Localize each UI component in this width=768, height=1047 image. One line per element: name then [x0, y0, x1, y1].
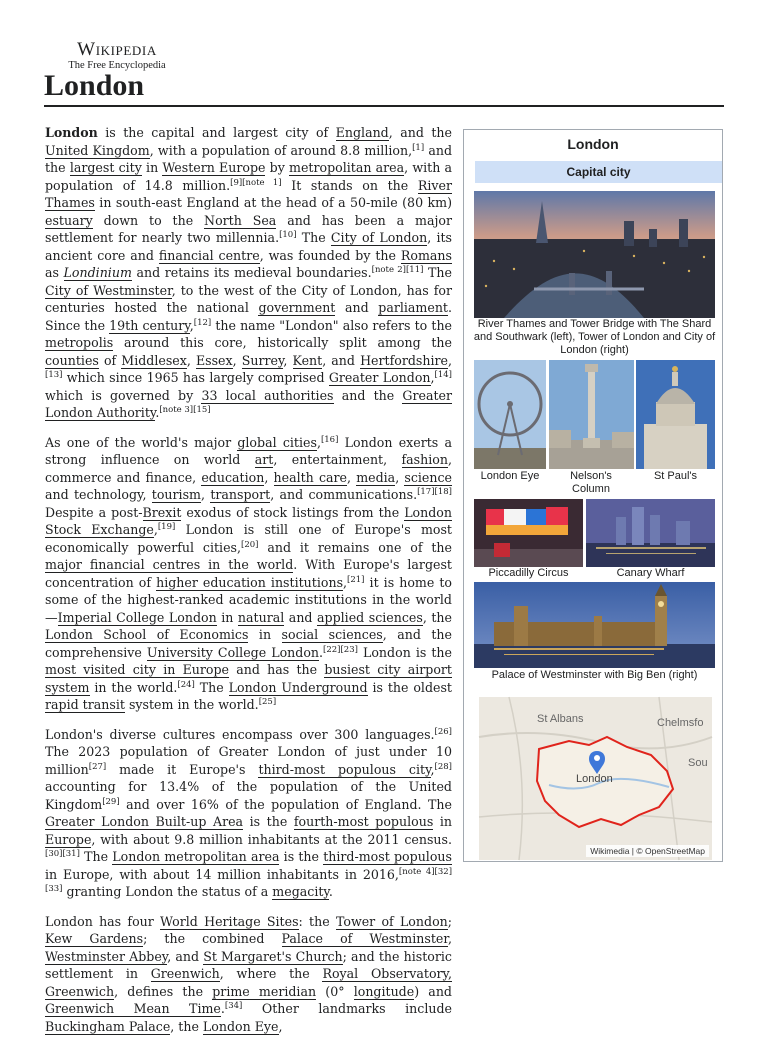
thames-photo[interactable] — [474, 191, 715, 318]
article-link[interactable]: Imperial College London — [57, 609, 217, 625]
citation-link[interactable]: [note 2][11] — [371, 264, 424, 275]
article-link[interactable]: estuary — [45, 212, 93, 228]
article-link[interactable]: major financial centres in the world — [45, 557, 294, 572]
article-link[interactable]: City of Westminster — [45, 282, 172, 298]
article-link[interactable]: most visited city in Europe — [45, 662, 230, 677]
article-body — [45, 124, 452, 1047]
article-link[interactable]: River Thames — [45, 177, 452, 210]
nelsons-column-photo[interactable] — [549, 360, 634, 469]
article-link[interactable]: media — [356, 469, 396, 485]
article-link[interactable]: Western Europe — [162, 160, 266, 175]
palace-of-westminster-caption: Palace of Westminster with Big Ben (right) — [491, 669, 698, 681]
article-link[interactable]: social sciences — [281, 627, 383, 642]
map-label-london: London — [576, 773, 613, 785]
article-link[interactable]: third-most populous city — [258, 761, 431, 777]
locator-map[interactable] — [479, 697, 712, 860]
citation-link[interactable]: [16] — [320, 434, 339, 445]
article-link[interactable]: financial centre — [158, 247, 260, 263]
citation-link[interactable]: [30][31] — [45, 848, 80, 859]
map-label-chelmsford: Chelmsfo — [657, 717, 704, 729]
nelsons-column-image — [549, 360, 634, 469]
citation-link[interactable]: [21] — [347, 574, 365, 585]
article-link[interactable]: Londinium — [63, 265, 132, 280]
london-eye-photo[interactable] — [474, 360, 546, 469]
page-title: London — [44, 69, 145, 102]
article-link[interactable]: England — [335, 125, 389, 140]
citation-link[interactable]: [13] — [45, 369, 63, 380]
citation-link[interactable]: [25] — [258, 696, 277, 707]
canary-wharf-photo[interactable] — [586, 499, 715, 567]
article-link[interactable]: Kent — [292, 352, 323, 368]
article-link[interactable]: Greater London Authority — [45, 387, 452, 420]
article-paragraph: As one of the world's major global cities,[16] London exerts a strong influence on world art, entertainment, fashion, commerce and finance, education, health care, media, science and technology, tourism, transport, and communications.[17][18] Despite a post-Brexit exodus of stock listings from the London Stock Exchange,[19] London is still one of Europe's most economically powerful cities,[20] and it remains one of the major financial centres in the world. With Europe's largest concentration of higher education institutions,[21] it is home to some of the highest-ranked academic institutions in the world—Imperial College London in natural and applied sciences, the London School of Economics in social sciences, and the comprehensive University College London.[22][23] London is the most visited city in Europe and has the busiest city airport system in the world.[24] The London Underground is the oldest rapid transit system in the world.[25] — [45, 434, 452, 712]
citation-link[interactable]: [note 3][15] — [159, 404, 211, 415]
piccadilly-circus-caption: Piccadilly Circus — [488, 567, 569, 579]
citation-link[interactable]: [22][23] — [323, 644, 358, 655]
infobox — [463, 129, 723, 862]
article-link[interactable]: Brexit — [142, 504, 182, 520]
article-link[interactable]: prime meridian — [212, 983, 317, 999]
citation-link[interactable]: [28] — [434, 761, 452, 772]
article-subject: London — [45, 125, 98, 140]
citation-link[interactable]: [17][18] — [417, 486, 452, 497]
palace-of-westminster-photo[interactable] — [474, 582, 715, 668]
citation-link[interactable]: [27] — [88, 761, 107, 772]
citation-link[interactable]: [20] — [241, 539, 259, 550]
article-link[interactable]: science — [404, 469, 452, 485]
article-link[interactable]: parliament — [378, 300, 448, 315]
map-attribution[interactable]: Wikimedia | © OpenStreetMap — [586, 845, 709, 857]
article-link[interactable]: St Margaret's Church — [203, 948, 343, 964]
article-link[interactable]: third-most populous — [323, 849, 452, 864]
piccadilly-circus-image — [474, 499, 583, 567]
piccadilly-circus-photo[interactable] — [474, 499, 583, 567]
st-pauls-image — [636, 360, 715, 469]
article-link[interactable]: Kew Gardens — [45, 931, 144, 946]
article-link[interactable]: London metropolitan area — [112, 849, 280, 864]
article-link[interactable]: United Kingdom — [45, 142, 150, 158]
article-link[interactable]: art — [254, 452, 274, 467]
article-link[interactable]: transport — [210, 487, 271, 502]
article-link[interactable]: Tower of London — [335, 913, 448, 929]
london-eye-caption: London Eye — [480, 470, 540, 482]
map-label-south: Sou — [688, 757, 708, 769]
article-link[interactable]: London School of Economics — [45, 627, 249, 642]
article-link[interactable]: tourism — [151, 487, 201, 502]
article-link[interactable]: counties — [45, 352, 99, 368]
article-link[interactable]: education — [201, 469, 265, 485]
article-link[interactable]: World Heritage Sites — [160, 913, 299, 929]
wikipedia-wordmark: Wikipedia — [77, 39, 157, 60]
article-link[interactable]: London Eye — [202, 1018, 279, 1034]
article-link[interactable]: Greater London — [328, 370, 431, 385]
article-link[interactable]: City of London — [330, 230, 428, 245]
article-link[interactable]: Europe — [45, 831, 92, 847]
article-link[interactable]: higher education institutions — [156, 574, 344, 590]
palace-of-westminster-image — [474, 582, 715, 668]
article-link[interactable]: Buckingham Palace — [45, 1018, 171, 1034]
article-link[interactable]: health care — [273, 469, 347, 485]
london-eye-image — [474, 360, 546, 469]
infobox-subtitle: Capital city — [475, 161, 722, 183]
st-pauls-caption: St Paul's — [653, 470, 698, 482]
thames-caption: River Thames and Tower Bridge with The Shard and Southwark (left), Tower of London and City of London (right) — [473, 318, 716, 356]
citation-link[interactable]: [14] — [434, 369, 452, 380]
article-link[interactable]: metropolitan area — [289, 160, 405, 175]
citation-link[interactable]: [29] — [102, 796, 120, 807]
article-link[interactable]: applied sciences — [317, 609, 423, 625]
article-paragraph: London's diverse cultures encompass over 300 languages.[26] The 2023 population of Greater London of just under 10 million[27] made it Europe's third-most populous city,[28] accounting for 13.4% of the population of the United Kingdom[29] and over 16% of the population of England. The Greater London Built-up Area is the fourth-most populous in Europe, with about 9.8 million inhabitants at the 2011 census.[30][31] The London metropolitan area is the third-most populous in Europe, with about 14 million inhabitants in 2016,[note 4][32][33] granting London the status of a megacity. — [45, 726, 453, 899]
article-link[interactable]: Surrey — [241, 352, 284, 368]
article-link[interactable]: busiest city airport system — [45, 662, 452, 695]
article-link[interactable]: fourth-most populous — [293, 814, 434, 829]
citation-link[interactable]: [9][note 1] — [230, 177, 282, 188]
article-link[interactable]: Royal Observatory, Greenwich — [45, 966, 452, 999]
article-link[interactable]: 33 local authorities — [201, 387, 334, 403]
article-link[interactable]: London Stock Exchange — [45, 504, 452, 537]
canary-wharf-caption: Canary Wharf — [616, 567, 685, 579]
article-link[interactable]: Romans — [400, 247, 452, 263]
article-link[interactable]: North Sea — [204, 212, 277, 228]
citation-link[interactable]: [12] — [193, 317, 212, 328]
st-pauls-photo[interactable] — [636, 360, 715, 469]
thames-skyline-image — [474, 191, 715, 318]
article-link[interactable]: Greenwich — [150, 966, 220, 981]
article-link[interactable]: government — [258, 300, 336, 315]
citation-link[interactable]: [1] — [412, 142, 425, 153]
citation-link[interactable]: [note 4][32][33] — [45, 866, 453, 894]
article-link[interactable]: Greenwich Mean Time — [45, 1001, 221, 1016]
article-link[interactable]: Hertfordshire — [360, 352, 448, 368]
article-link[interactable]: University College London — [146, 644, 320, 660]
article-link[interactable]: largest city — [69, 160, 142, 175]
article-link[interactable]: Greater London Built-up Area — [45, 814, 244, 829]
title-divider — [44, 105, 724, 107]
nelsons-column-caption: Nelson's Column — [570, 470, 612, 495]
article-link[interactable]: Westminster Abbey — [45, 948, 168, 964]
article-link[interactable]: Essex — [195, 352, 233, 368]
article-link[interactable]: Palace of Westminster — [281, 931, 448, 946]
article-link[interactable]: metropolis — [45, 335, 114, 350]
article-link[interactable]: Middlesex — [121, 352, 187, 368]
map-label-st-albans: St Albans — [537, 713, 584, 725]
wikipedia-logo[interactable] — [62, 40, 172, 72]
citation-link[interactable]: [26] — [434, 726, 452, 737]
citation-link[interactable]: [34] — [224, 1000, 243, 1011]
article-paragraph: London is the capital and largest city of England, and the United Kingdom, with a population of around 8.8 million,[1] and the largest city in Western Europe by metropolitan area, with a population of 14.8 million.[9][note 1] It stands on the River Thames in south-east England at the head of a 50-mile (80 km) estuary down to the North Sea and has been a major settlement for nearly two millennia.[10] The City of London, its ancient core and financial centre, was founded by the Romans as Londinium and retains its medieval boundaries.[note 2][11] The City of Westminster, to the west of the City of London, has for centuries hosted the national government and parliament. Since the 19th century,[12] the name "London" also refers to the metropolis around this core, historically split among the counties of Middlesex, Essex, Surrey, Kent, and Hertfordshire,[13] which since 1965 has largely comprised Greater London,[14] which is governed by 33 local authorities and the Greater London Authority.[note 3][15] — [45, 125, 453, 420]
citation-link[interactable]: [19] — [157, 521, 176, 532]
article-link[interactable]: rapid transit — [45, 697, 125, 712]
wikipedia-tagline: The Free Encyclopedia — [68, 60, 166, 71]
article-link[interactable]: global cities — [237, 434, 317, 450]
article-link[interactable]: fashion — [401, 452, 448, 467]
article-paragraph: London has four World Heritage Sites: the Tower of London; Kew Gardens; the combined Palace of Westminster, Westminster Abbey, and St Margaret's Church; and the historic settlement in Greenwich, where the Royal Observatory, Greenwich, defines the prime meridian (0° longitude) and Greenwich Mean Time.[34] Other landmarks include Buckingham Palace, the London Eye, — [45, 913, 453, 1034]
article-link[interactable]: longitude — [353, 983, 415, 999]
article-link[interactable]: megacity — [272, 884, 329, 899]
article-link[interactable]: 19th century — [109, 317, 190, 333]
article-link[interactable]: London Underground — [228, 679, 368, 695]
citation-link[interactable]: [24] — [177, 679, 195, 690]
citation-link[interactable]: [10] — [279, 229, 297, 240]
canary-wharf-image — [586, 499, 715, 567]
infobox-title: London — [567, 136, 619, 152]
article-link[interactable]: natural — [237, 609, 285, 625]
